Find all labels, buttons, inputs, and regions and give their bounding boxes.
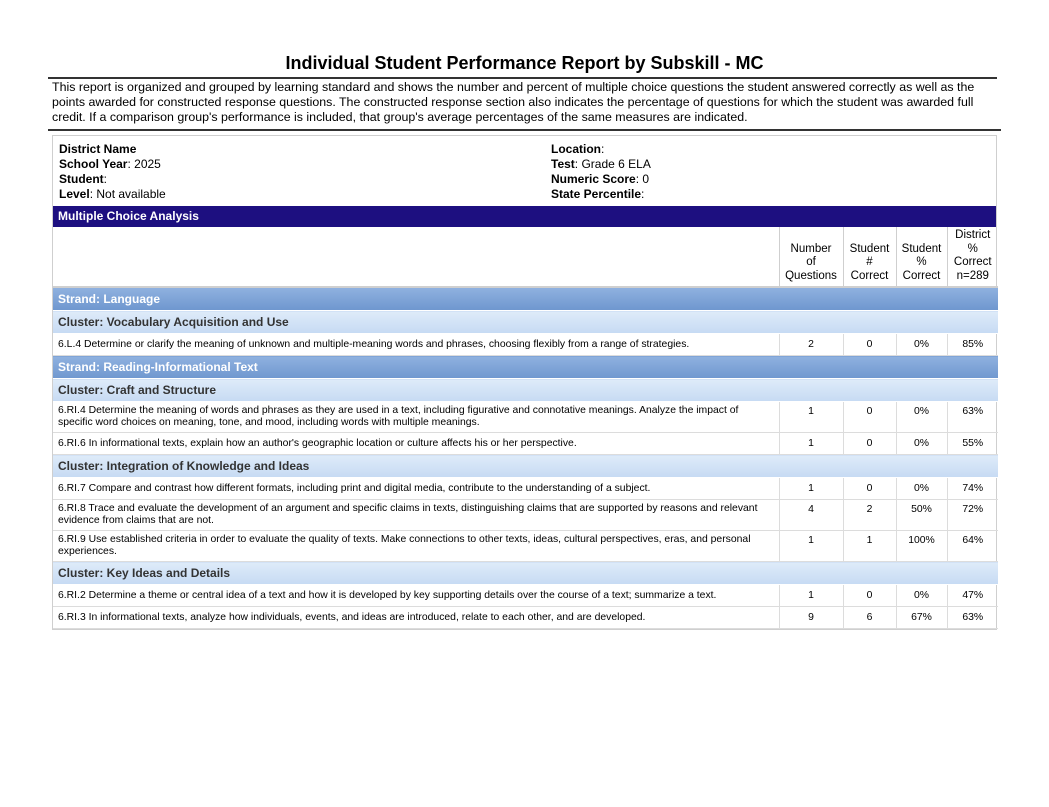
skill-description: 6.L.4 Determine or clarify the meaning of unknown and multiple-meaning words and phrases, choosing flexibly from a range of strategies.	[53, 334, 779, 356]
skill-row	[53, 531, 998, 562]
strand-row: Strand: Reading-Informational Text	[53, 356, 998, 379]
student-number-correct-header: Student # Correct	[843, 227, 896, 287]
location: Location:	[551, 142, 605, 156]
cluster-row: Cluster: Craft and Structure	[53, 379, 998, 402]
student-info-left	[59, 142, 166, 202]
district-percent: 63%	[947, 402, 998, 433]
student-percent: 0%	[896, 334, 947, 356]
skill-description: 6.RI.7 Compare and contrast how different formats, including print and digital media, contribute to the understanding of a subject.	[53, 478, 779, 500]
skill-description: 6.RI.2 Determine a theme or central idea of a text and how it is developed by key supporting details over the course of a text; summarize a text.	[53, 585, 779, 607]
description-divider	[48, 129, 1001, 131]
skill-description: 6.RI.4 Determine the meaning of words and phrases as they are used in a text, including figurative and connotative meanings. Analyze the impact of specific word choices on meaning, tone, and mood, including words with multiple meanings.	[53, 402, 779, 433]
skill-description: 6.RI.6 In informational texts, explain how an author's geographic location or culture affects his or her perspective.	[53, 433, 779, 455]
table-header-row	[53, 227, 998, 287]
student-percent: 0%	[896, 402, 947, 433]
number-of-questions: 9	[779, 607, 843, 629]
student-percent: 0%	[896, 585, 947, 607]
student-percent: 67%	[896, 607, 947, 629]
school-year: School Year: 2025	[59, 157, 161, 171]
number-of-questions: 1	[779, 433, 843, 455]
student-correct: 2	[843, 500, 896, 531]
district-name: District Name	[59, 142, 137, 156]
student-percent-correct-header: Student % Correct	[896, 227, 947, 287]
district-percent: 47%	[947, 585, 998, 607]
student-correct: 0	[843, 402, 896, 433]
student-percent: 100%	[896, 531, 947, 562]
district-percent: 55%	[947, 433, 998, 455]
student-level: Level: Not available	[59, 187, 166, 201]
skill-row	[53, 433, 998, 455]
report-title: Individual Student Performance Report by Subskill - MC	[285, 53, 764, 73]
cluster-row: Cluster: Vocabulary Acquisition and Use	[53, 311, 998, 334]
report-panel	[52, 135, 997, 630]
student-percent: 0%	[896, 433, 947, 455]
skill-description: 6.RI.3 In informational texts, analyze how individuals, events, and ideas are introduced, relate to each other, and are developed.	[53, 607, 779, 629]
student-info	[53, 136, 996, 206]
skill-row	[53, 607, 998, 629]
student-correct: 1	[843, 531, 896, 562]
student-correct: 0	[843, 334, 896, 356]
report-description: This report is organized and grouped by learning standard and shows the number and percent of multiple choice questions the student answered correctly as well as the points awarded for constructed response questions. The constructed response section also indicates the percentage of questions for which the student was awarded full credit. If a comparison group's performance is included, that group's average percentages of the same measures are indicated.	[52, 80, 975, 124]
student-correct: 0	[843, 433, 896, 455]
numeric-score: Numeric Score: 0	[551, 172, 650, 186]
student-correct: 6	[843, 607, 896, 629]
skill-row	[53, 334, 998, 356]
district-percent: 64%	[947, 531, 998, 562]
student-info-right	[551, 142, 651, 202]
description-column-header	[53, 227, 779, 287]
district-percent: 85%	[947, 334, 998, 356]
multiple-choice-table	[53, 227, 998, 629]
cluster-row: Cluster: Integration of Knowledge and Ideas	[53, 455, 998, 478]
skill-row	[53, 585, 998, 607]
cluster-row: Cluster: Key Ideas and Details	[53, 562, 998, 585]
district-percent: 72%	[947, 500, 998, 531]
number-of-questions: 1	[779, 531, 843, 562]
number-of-questions: 1	[779, 402, 843, 433]
district-percent-correct-header: District % Correct n=289	[947, 227, 998, 287]
skill-row	[53, 478, 998, 500]
number-of-questions: 2	[779, 334, 843, 356]
strand-row: Strand: Language	[53, 287, 998, 311]
district-percent: 74%	[947, 478, 998, 500]
skill-description: 6.RI.9 Use established criteria in order to evaluate the quality of texts. Make connections to other texts, ideas, cultural perspectives, eras, and personal experiences.	[53, 531, 779, 562]
state-percentile: State Percentile:	[551, 187, 645, 201]
number-of-questions: 1	[779, 585, 843, 607]
number-of-questions-header: Number of Questions	[779, 227, 843, 287]
section-header-multiple-choice: Multiple Choice Analysis	[53, 206, 996, 227]
student-percent: 0%	[896, 478, 947, 500]
skill-row	[53, 402, 998, 433]
district-percent: 63%	[947, 607, 998, 629]
number-of-questions: 4	[779, 500, 843, 531]
student-name: Student:	[59, 172, 108, 186]
student-correct: 0	[843, 478, 896, 500]
number-of-questions: 1	[779, 478, 843, 500]
skill-row	[53, 500, 998, 531]
title-divider	[48, 77, 997, 79]
test-name: Test: Grade 6 ELA	[551, 157, 651, 171]
student-percent: 50%	[896, 500, 947, 531]
skill-description: 6.RI.8 Trace and evaluate the development of an argument and specific claims in texts, distinguishing claims that are supported by reasons and relevant evidence from claims that are not.	[53, 500, 779, 531]
student-correct: 0	[843, 585, 896, 607]
